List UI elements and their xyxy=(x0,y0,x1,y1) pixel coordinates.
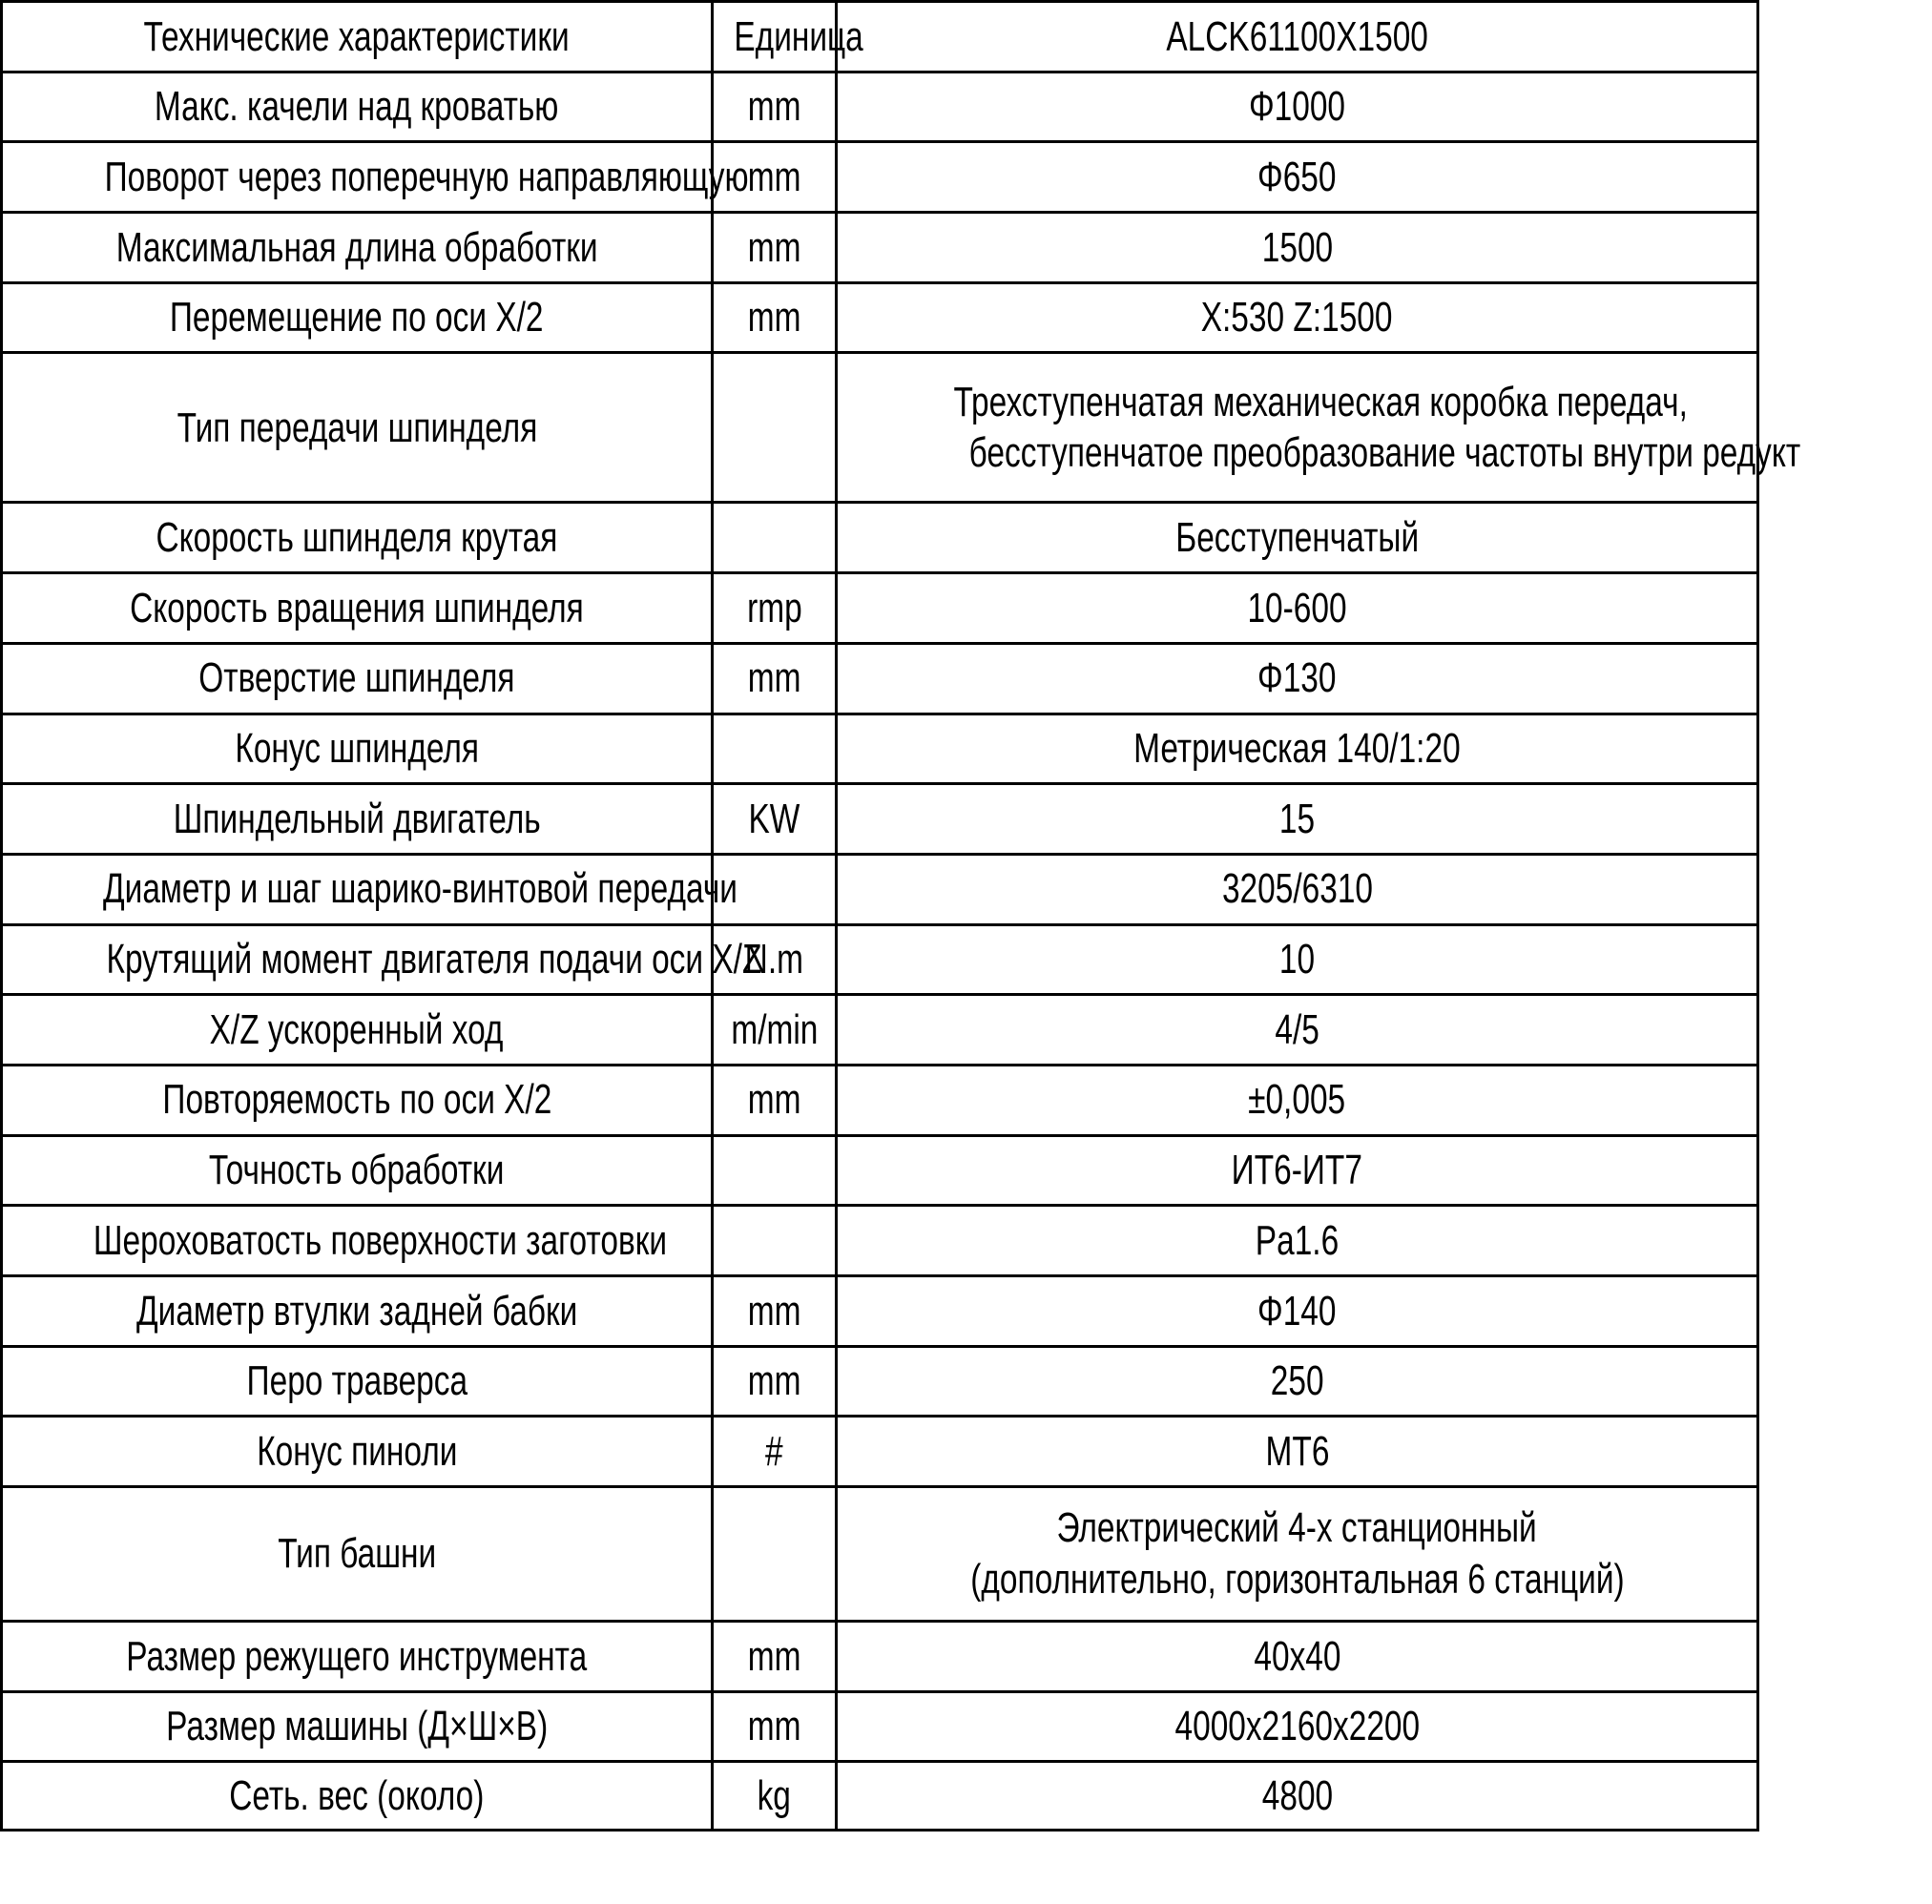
value-cell: 4/5 xyxy=(837,995,1758,1066)
unit-cell xyxy=(713,503,837,573)
unit-cell: mm xyxy=(713,282,837,353)
unit-cell: mm xyxy=(713,1276,837,1347)
unit-cell: mm xyxy=(713,1691,837,1762)
unit-cell: KW xyxy=(713,784,837,855)
value-cell: Pa1.6 xyxy=(837,1206,1758,1276)
param-cell: Поворот через поперечную направляющую xyxy=(2,142,713,213)
param-cell: Перо траверса xyxy=(2,1346,713,1417)
table-row xyxy=(2,282,1758,353)
table-row xyxy=(2,573,1758,644)
unit-cell: mm xyxy=(713,1065,837,1135)
param-cell: Тип передачи шпинделя xyxy=(2,353,713,503)
param-cell: Макс. качели над кроватью xyxy=(2,72,713,142)
unit-cell xyxy=(713,1487,837,1622)
param-cell: Размер машины (Д×Ш×В) xyxy=(2,1691,713,1762)
value-cell: 10-600 xyxy=(837,573,1758,644)
table-row xyxy=(2,784,1758,855)
value-cell: 4000x2160x2200 xyxy=(837,1691,1758,1762)
header-param: Технические характеристики xyxy=(2,2,713,72)
value-cell: 40x40 xyxy=(837,1622,1758,1692)
table-row xyxy=(2,854,1758,924)
param-cell: Крутящий момент двигателя подачи оси X/Z xyxy=(2,924,713,995)
value-cell: 250 xyxy=(837,1346,1758,1417)
table-row xyxy=(2,924,1758,995)
table-row xyxy=(2,1206,1758,1276)
param-cell: Размер режущего инструмента xyxy=(2,1622,713,1692)
unit-cell xyxy=(713,714,837,784)
param-cell: Конус пиноли xyxy=(2,1417,713,1487)
table-row xyxy=(2,1622,1758,1692)
value-cell: 3205/6310 xyxy=(837,854,1758,924)
param-cell: Диаметр втулки задней бабки xyxy=(2,1276,713,1347)
value-cell: Φ140 xyxy=(837,1276,1758,1347)
header-row xyxy=(2,2,1758,72)
param-cell: X/Z ускоренный ход xyxy=(2,995,713,1066)
param-cell: Сеть. вес (около) xyxy=(2,1762,713,1831)
unit-cell: m/min xyxy=(713,995,837,1066)
table-row xyxy=(2,1417,1758,1487)
table-row xyxy=(2,1762,1758,1831)
table-row xyxy=(2,1487,1758,1622)
table-row xyxy=(2,72,1758,142)
unit-cell: mm xyxy=(713,1622,837,1692)
table-row xyxy=(2,1135,1758,1206)
value-cell: Φ1000 xyxy=(837,72,1758,142)
header-unit: Единица xyxy=(713,2,837,72)
table-row xyxy=(2,353,1758,503)
value-cell: 1500 xyxy=(837,213,1758,283)
param-cell: Шпиндельный двигатель xyxy=(2,784,713,855)
unit-cell: mm xyxy=(713,72,837,142)
unit-cell: mm xyxy=(713,1346,837,1417)
unit-cell: rmp xyxy=(713,573,837,644)
table-row xyxy=(2,995,1758,1066)
header-value: ALCK61100X1500 xyxy=(837,2,1758,72)
param-cell: Повторяемость по оси X/2 xyxy=(2,1065,713,1135)
param-cell: Скорость вращения шпинделя xyxy=(2,573,713,644)
value-cell: Φ650 xyxy=(837,142,1758,213)
unit-cell xyxy=(713,1206,837,1276)
unit-cell: mm xyxy=(713,213,837,283)
value-cell: 15 xyxy=(837,784,1758,855)
table-row xyxy=(2,142,1758,213)
unit-cell xyxy=(713,353,837,503)
unit-cell: N.m xyxy=(713,924,837,995)
table-row xyxy=(2,1691,1758,1762)
value-cell: ±0,005 xyxy=(837,1065,1758,1135)
value-cell: MT6 xyxy=(837,1417,1758,1487)
value-cell: Φ130 xyxy=(837,643,1758,714)
param-cell: Диаметр и шаг шарико-винтовой передачи xyxy=(2,854,713,924)
table-row xyxy=(2,1065,1758,1135)
param-cell: Перемещение по оси X/2 xyxy=(2,282,713,353)
param-cell: Шероховатость поверхности заготовки xyxy=(2,1206,713,1276)
param-cell: Скорость шпинделя крутая xyxy=(2,503,713,573)
unit-cell: mm xyxy=(713,142,837,213)
table-row xyxy=(2,1276,1758,1347)
unit-cell: mm xyxy=(713,643,837,714)
param-cell: Отверстие шпинделя xyxy=(2,643,713,714)
unit-cell: # xyxy=(713,1417,837,1487)
value-cell: Электрический 4-х станционный (дополнительно, горизонтальная 6 станций) xyxy=(837,1487,1758,1622)
unit-cell: kg xyxy=(713,1762,837,1831)
param-cell: Максимальная длина обработки xyxy=(2,213,713,283)
table-row xyxy=(2,503,1758,573)
value-cell: Метрическая 140/1:20 xyxy=(837,714,1758,784)
value-cell: Бесступенчатый xyxy=(837,503,1758,573)
value-cell: 10 xyxy=(837,924,1758,995)
value-cell: Трехступенчатая механическая коробка передач, бесступенчатое преобразование частоты внутри редукт xyxy=(837,353,1758,503)
param-cell: Тип башни xyxy=(2,1487,713,1622)
param-cell: Конус шпинделя xyxy=(2,714,713,784)
value-cell: X:530 Z:1500 xyxy=(837,282,1758,353)
table-row xyxy=(2,643,1758,714)
table-row xyxy=(2,213,1758,283)
table-row xyxy=(2,1346,1758,1417)
param-cell: Точность обработки xyxy=(2,1135,713,1206)
unit-cell xyxy=(713,1135,837,1206)
value-cell: ИТ6-ИТ7 xyxy=(837,1135,1758,1206)
table-row xyxy=(2,714,1758,784)
value-cell: 4800 xyxy=(837,1762,1758,1831)
